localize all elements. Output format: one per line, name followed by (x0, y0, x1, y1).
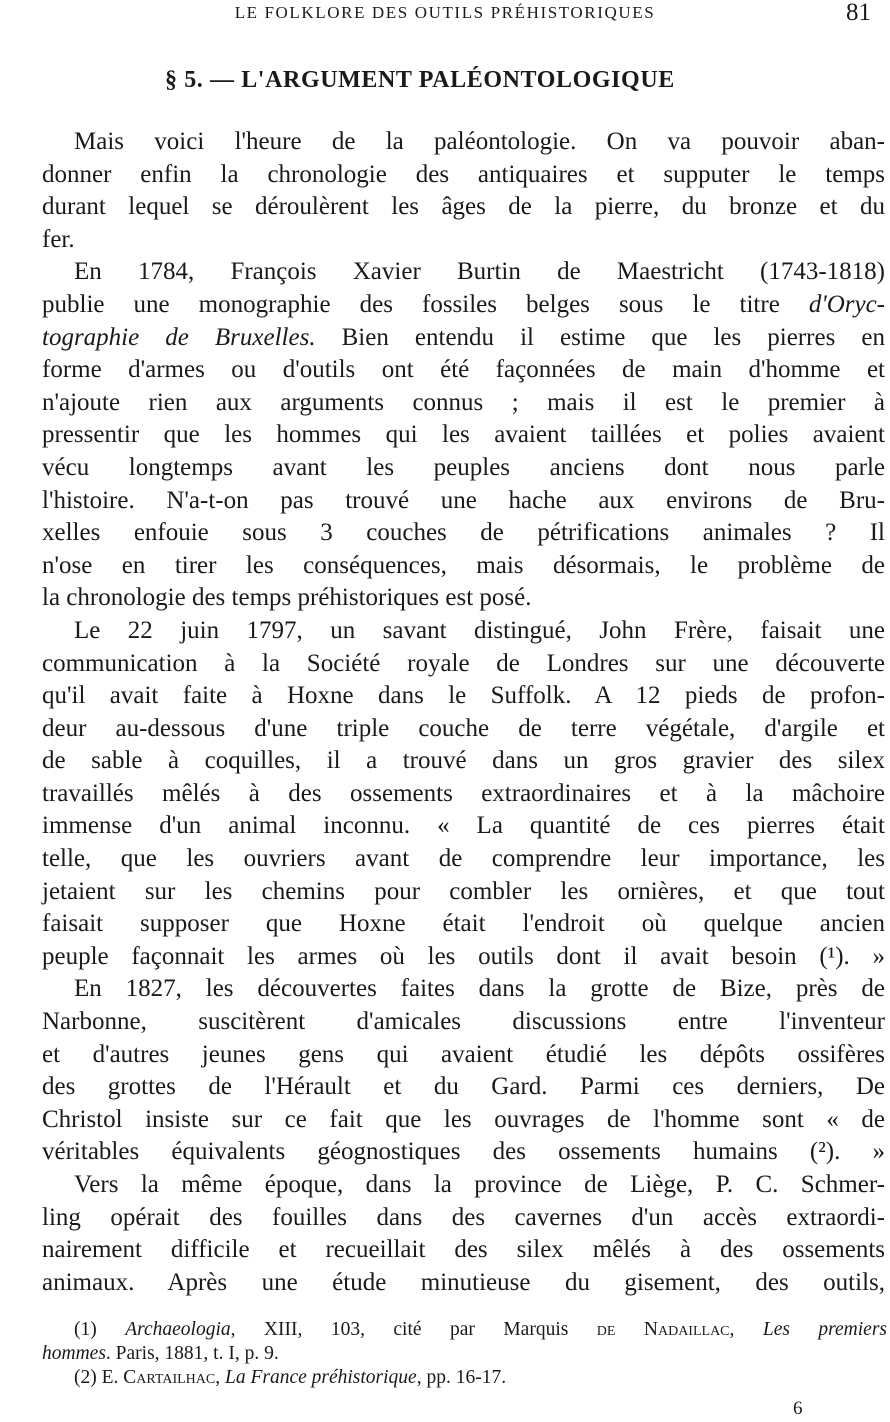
text-line (42, 1234, 885, 1267)
text-segment: jetaient sur les chemins pour combler les ornières, et que tout (42, 877, 885, 905)
text-line (42, 876, 885, 909)
text-segment: travaillés mêlés à des ossements extraordinaires et à la mâchoire (42, 779, 885, 807)
signature-mark: 6 (793, 1398, 803, 1419)
text-segment: l'histoire. N'a-t-on pas trouvé une hache aux environs de Bru- (42, 486, 885, 514)
footnote-author: de Nadaillac (596, 1319, 730, 1340)
text-segment: Le 22 juin 1797, un savant distingué, John Frère, faisait une (74, 616, 885, 644)
footnote-title: La France préhistorique (224, 1367, 417, 1388)
text-segment: nairement difficile et recueillait des silex mêlés à des ossements (42, 1236, 885, 1264)
text-segment: donner enfin la chronologie des antiquaires et supputer le temps (42, 160, 885, 188)
footnote-tail: . Paris, 1881, t. I, p. 9. (105, 1343, 279, 1364)
text-segment: la chronologie des temps préhistoriques est posé. (42, 584, 532, 612)
text-line (42, 126, 885, 159)
text-segment: Narbonne, suscitèrent d'amicales discussions entre l'inventeur (42, 1008, 885, 1036)
text-segment: véritables équivalents géognostiques des ossements humains (²). » (42, 1138, 885, 1166)
text-line (42, 745, 885, 778)
section-title: § 5. — L'ARGUMENT PALÉONTOLOGIQUE (165, 67, 675, 93)
text-segment: En 1827, les découvertes faites dans la grotte de Bize, près de (74, 975, 885, 1003)
text-segment: Vers la même époque, dans la province de Liège, P. C. Schmer- (74, 1171, 885, 1198)
text-segment: animaux. Après une étude minutieuse du gisement, des outils, (42, 1268, 885, 1296)
text-line (42, 452, 885, 485)
text-line (42, 843, 885, 876)
text-line (42, 778, 885, 811)
text-line (42, 973, 885, 1006)
footnote-ref: , XIII, 103, cité par Marquis (230, 1319, 597, 1340)
text-segment: n'ajoute rien aux arguments connus ; mais il est le premier à (42, 388, 885, 416)
footnote-sep: , (729, 1319, 763, 1340)
text-segment: pressentir que les hommes qui les avaient taillées et polies avaient (42, 421, 885, 449)
text-line (42, 615, 885, 648)
running-head: LE FOLKLORE DES OUTILS PRÉHISTORIQUES (234, 3, 656, 22)
text-segment: Bien entendu il estime que les pierres en (315, 323, 885, 351)
text-line (42, 941, 885, 974)
text-line (42, 289, 885, 322)
footnote-2 (42, 1366, 887, 1390)
footnote-author: E. Cartailhac (101, 1367, 216, 1388)
footnote-title: hommes (42, 1343, 106, 1364)
body-text (42, 126, 885, 1299)
text-line (42, 1267, 885, 1300)
text-line (42, 1169, 885, 1202)
text-line (42, 1136, 885, 1169)
footnote-marker: (2) (74, 1367, 102, 1388)
text-line (42, 517, 885, 550)
text-line (42, 485, 885, 518)
text-line (42, 908, 885, 941)
text-segment: xelles enfouie sous 3 couches de pétrifications animales ? Il (42, 519, 885, 547)
text-segment: des grottes de l'Hérault et du Gard. Parmi ces derniers, De (42, 1073, 885, 1101)
text-line (42, 256, 885, 289)
text-segment: n'ose en tirer les conséquences, mais désormais, le problème de (42, 551, 885, 579)
text-line (42, 582, 885, 615)
text-segment: immense d'un animal inconnu. « La quantité de ces pierres était (42, 812, 885, 840)
text-segment: de sable à coquilles, il a trouvé dans un gros gravier des silex (42, 747, 885, 775)
footnote-1-cont (42, 1342, 887, 1366)
text-segment: deur au-dessous d'une triple couche de terre végétale, d'argile et (42, 714, 885, 742)
text-segment: publie une monographie des fossiles belges sous le titre (42, 290, 809, 318)
text-line (42, 680, 885, 713)
footnote-1 (42, 1318, 887, 1342)
text-segment: faisait supposer que Hoxne était l'endroit où quelque ancien (42, 910, 885, 938)
text-line (42, 322, 885, 355)
text-segment: telle, que les ouvriers avant de comprendre leur importance, les (42, 845, 885, 873)
footnote-tail: , pp. 16-17. (416, 1367, 507, 1388)
text-segment: qu'il avait faite à Hoxne dans le Suffolk. A 12 pieds de profon- (42, 682, 885, 710)
italic-text: d'Oryc- (808, 290, 885, 318)
text-line (42, 1071, 885, 1104)
footnote-title: Les premiers (762, 1319, 887, 1340)
text-line (42, 550, 885, 583)
text-segment: durant lequel se déroulèrent les âges de la pierre, du bronze et du (42, 193, 885, 221)
text-line (42, 1006, 885, 1039)
italic-text: tographie de Bruxelles. (42, 323, 316, 351)
page-number: 81 (846, 0, 871, 26)
text-line (42, 648, 885, 681)
text-segment: ling opérait des fouilles dans des cavernes d'un accès extraordi- (42, 1203, 885, 1231)
footnote-marker: (1) (74, 1319, 126, 1340)
text-segment: vécu longtemps avant les peuples anciens dont nous parle (42, 453, 885, 481)
text-segment: peuple façonnait les armes où les outils dont il avait besoin (¹). » (42, 942, 885, 970)
text-line (42, 1104, 885, 1137)
text-segment: forme d'armes ou d'outils ont été façonnées de main d'homme et (42, 356, 885, 384)
text-line (42, 1039, 885, 1072)
footnote-work: Archaeologia (125, 1319, 231, 1340)
footnotes (42, 1318, 887, 1390)
text-line (42, 224, 885, 257)
text-segment: et d'autres jeunes gens qui avaient étudié les dépôts ossifères (42, 1040, 885, 1068)
text-line (42, 810, 885, 843)
text-segment: Mais voici l'heure de la paléontologie. On va pouvoir aban- (74, 128, 885, 155)
text-line (42, 354, 885, 387)
text-segment: Christol insiste sur ce fait que les ouvrages de l'homme sont « de (42, 1105, 885, 1133)
text-line (42, 159, 885, 192)
text-line (42, 387, 885, 420)
footnote-sep: , (215, 1367, 225, 1388)
text-segment: communication à la Société royale de Londres sur une découverte (42, 649, 885, 677)
text-segment: En 1784, François Xavier Burtin de Maestricht (1743-1818) (74, 258, 885, 286)
text-line (42, 1202, 885, 1235)
text-line (42, 713, 885, 746)
text-line (42, 419, 885, 452)
text-line (42, 191, 885, 224)
text-segment: fer. (42, 225, 75, 253)
